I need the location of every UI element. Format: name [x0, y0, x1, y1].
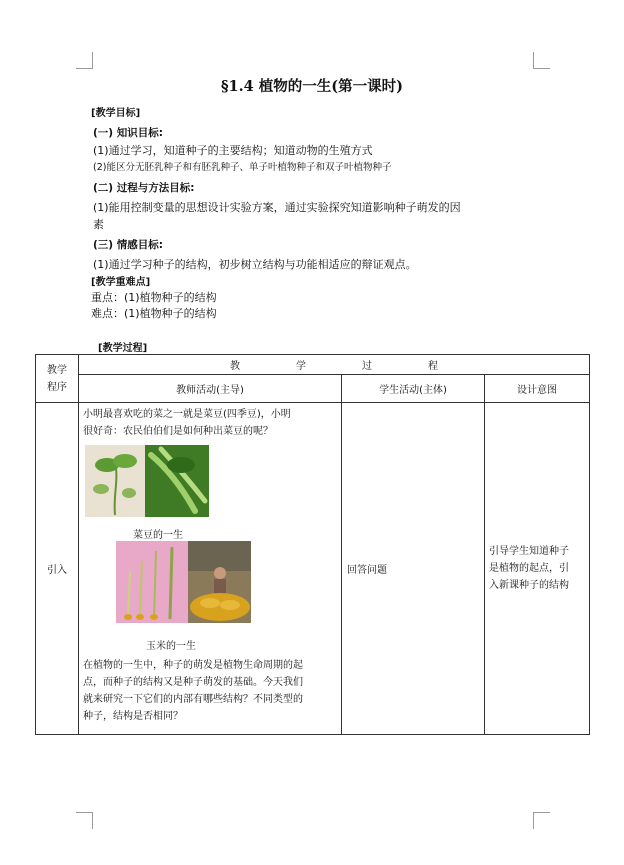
knowledge-goal-2: (2)能区分无胚乳种子和有胚乳种子、单子叶植物种子和双子叶植物种子	[93, 162, 392, 173]
design-line-3: 入新课种子的结构	[489, 580, 569, 591]
corner-mark-top-left	[76, 52, 93, 69]
corner-mark-bottom-left	[76, 812, 93, 829]
process-header-char-3: 过	[362, 361, 372, 372]
teacher-explanation	[83, 657, 339, 725]
process-header-char-4: 程	[428, 361, 438, 372]
teacher-text-line-2: 点，而种子的结构又是种子萌发的基础。今天我们	[83, 677, 303, 688]
design-intent-header: 设计意图	[485, 375, 590, 403]
teacher-intro-line-2: 很好奇：农民伯伯们是如何种出菜豆的呢？	[83, 426, 273, 437]
design-line-2: 是植物的起点，引	[489, 563, 569, 574]
process-header: [教学过程]	[98, 343, 148, 354]
teacher-activity-header: 教师活动(主导)	[79, 375, 342, 403]
teaching-process-table	[35, 354, 590, 735]
program-column-header	[36, 355, 79, 403]
corner-mark-bottom-right	[533, 812, 550, 829]
document-title: §1.4 植物的一生(第一课时)	[220, 78, 404, 95]
corner-mark-top-right	[533, 52, 550, 69]
teacher-activity-cell	[79, 403, 342, 735]
teacher-text-line-3: 就来研究一下它们的内部有哪些结构？不同类型的	[83, 694, 303, 705]
teacher-text-line-4: 种子，结构是否相同？	[83, 711, 183, 722]
process-header-char-1: 教	[230, 361, 240, 372]
corn-plant-photo	[116, 541, 251, 623]
process-goals-heading: (二) 过程与方法目标:	[93, 182, 195, 194]
difficult-point: 难点：(1)植物种子的结构	[91, 307, 217, 320]
key-point: 重点：(1)植物种子的结构	[91, 291, 217, 304]
student-activity-header: 学生活动(主体)	[342, 375, 485, 403]
program-header-line-2: 程序	[47, 381, 67, 393]
teacher-text-line-1: 在植物的一生中，种子的萌发是植物生命周期的起	[83, 660, 303, 671]
teacher-intro-line-1: 小明最喜欢吃的菜之一就是菜豆(四季豆)，小明	[83, 409, 291, 420]
student-activity-cell: 回答问题	[342, 403, 485, 735]
program-header-line-1: 教学	[47, 364, 67, 376]
emotion-goal-1: (1)通过学习种子的结构，初步树立结构与功能相适应的辩证观点。	[93, 258, 417, 271]
design-line-1: 引导学生知道种子	[489, 546, 569, 557]
program-cell: 引入	[36, 403, 79, 735]
corn-caption: 玉米的一生	[146, 641, 196, 652]
keypoints-header: [教学重难点]	[91, 277, 151, 288]
bean-plant-photo	[85, 445, 209, 517]
design-intent-cell	[485, 403, 590, 735]
process-column-header	[79, 355, 590, 375]
bean-caption: 菜豆的一生	[133, 530, 183, 541]
emotion-goals-heading: (三) 情感目标:	[93, 239, 163, 251]
knowledge-goal-1: (1)通过学习，知道种子的主要结构；知道动物的生殖方式	[93, 144, 373, 157]
process-goal-line-1: (1)能用控制变量的思想设计实验方案，通过实验探究知道影响种子萌发的因	[93, 201, 461, 214]
goals-header: [教学目标]	[91, 108, 141, 119]
process-goal-line-2: 素	[93, 218, 104, 231]
process-header-char-2: 学	[296, 361, 306, 372]
knowledge-goals-heading: (一) 知识目标:	[93, 127, 163, 139]
